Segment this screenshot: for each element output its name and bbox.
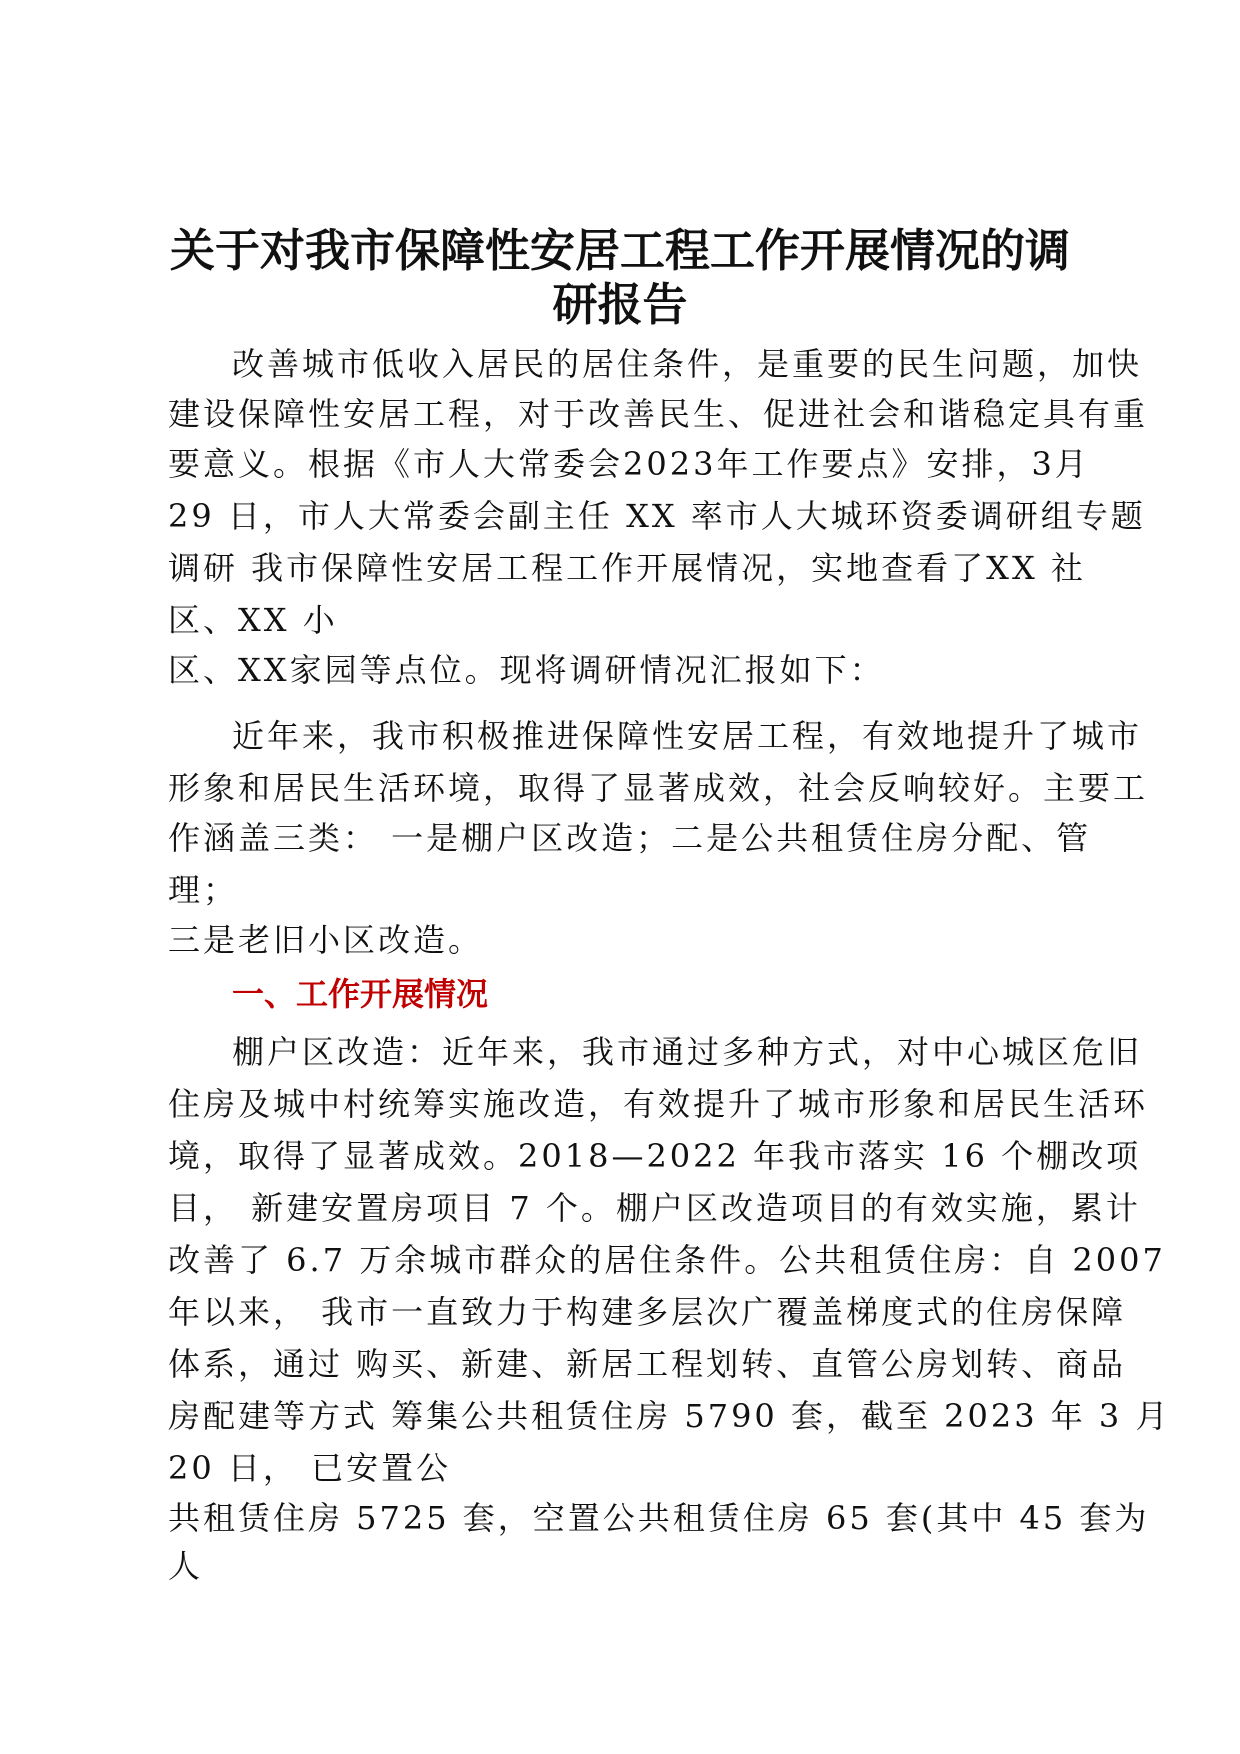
- intro-line-1: 改善城市低收入居民的居住条件，是重要的民生问题，加快: [232, 345, 1143, 383]
- summary-line-5: 三是老旧小区改造。: [168, 921, 484, 959]
- section-line-1: 棚户区改造：近年来，我市通过多种方式，对中心城区危旧: [232, 1033, 1143, 1071]
- title-line-1: 关于对我市保障性安居工程工作开展情况的调: [169, 224, 1070, 277]
- intro-line-4: 29 日，市人大常委会副主任 XX 率市人大城环资委调研组专题: [168, 497, 1146, 535]
- section-line-5: 改善了 6.7 万余城市群众的居住条件。公共租赁住房：自 2007: [168, 1241, 1166, 1279]
- section-line-11: 人: [168, 1547, 204, 1585]
- section-line-6: 年以来， 我市一直致力于构建多层次广覆盖梯度式的住房保障: [168, 1293, 1127, 1331]
- summary-line-1: 近年来，我市积极推进保障性安居工程，有效地提升了城市: [232, 717, 1143, 755]
- section-line-10: 共租赁住房 5725 套，空置公共租赁住房 65 套(其中 45 套为: [168, 1499, 1150, 1537]
- intro-line-6: 区、XX 小: [168, 601, 338, 639]
- section-line-9: 20 日， 已安置公: [168, 1449, 452, 1487]
- section-line-7: 体系，通过 购买、新建、新居工程划转、直管公房划转、商品: [168, 1345, 1127, 1383]
- section-line-4: 目， 新建安置房项目 7 个。棚户区改造项目的有效实施，累计: [168, 1189, 1141, 1227]
- title-line-2: 研报告: [552, 278, 688, 331]
- intro-line-5: 调研 我市保障性安居工程工作开展情况，实地查看了XX 社: [168, 549, 1086, 587]
- intro-line-2: 建设保障性安居工程，对于改善民生、促进社会和谐稳定具有重: [168, 395, 1149, 433]
- section-line-8: 房配建等方式 筹集公共租赁住房 5790 套，截至 2023 年 3 月: [168, 1397, 1171, 1435]
- summary-line-4: 理；: [168, 871, 239, 909]
- summary-line-2: 形象和居民生活环境，取得了显著成效，社会反响较好。主要工: [168, 769, 1149, 807]
- section-line-3: 境，取得了显著成效。2018—2022 年我市落实 16 个棚改项: [168, 1137, 1142, 1175]
- summary-line-3: 作涵盖三类： 一是棚户区改造；二是公共租赁住房分配、管: [168, 819, 1092, 857]
- intro-line-3: 要意义。根据《市人大常委会2023年工作要点》安排，3月: [168, 445, 1090, 483]
- section-line-2: 住房及城中村统筹实施改造，有效提升了城市形象和居民生活环: [168, 1085, 1149, 1123]
- section-heading: 一、工作开展情况: [232, 975, 489, 1013]
- intro-line-7: 区、XX家园等点位。现将调研情况汇报如下：: [168, 651, 885, 689]
